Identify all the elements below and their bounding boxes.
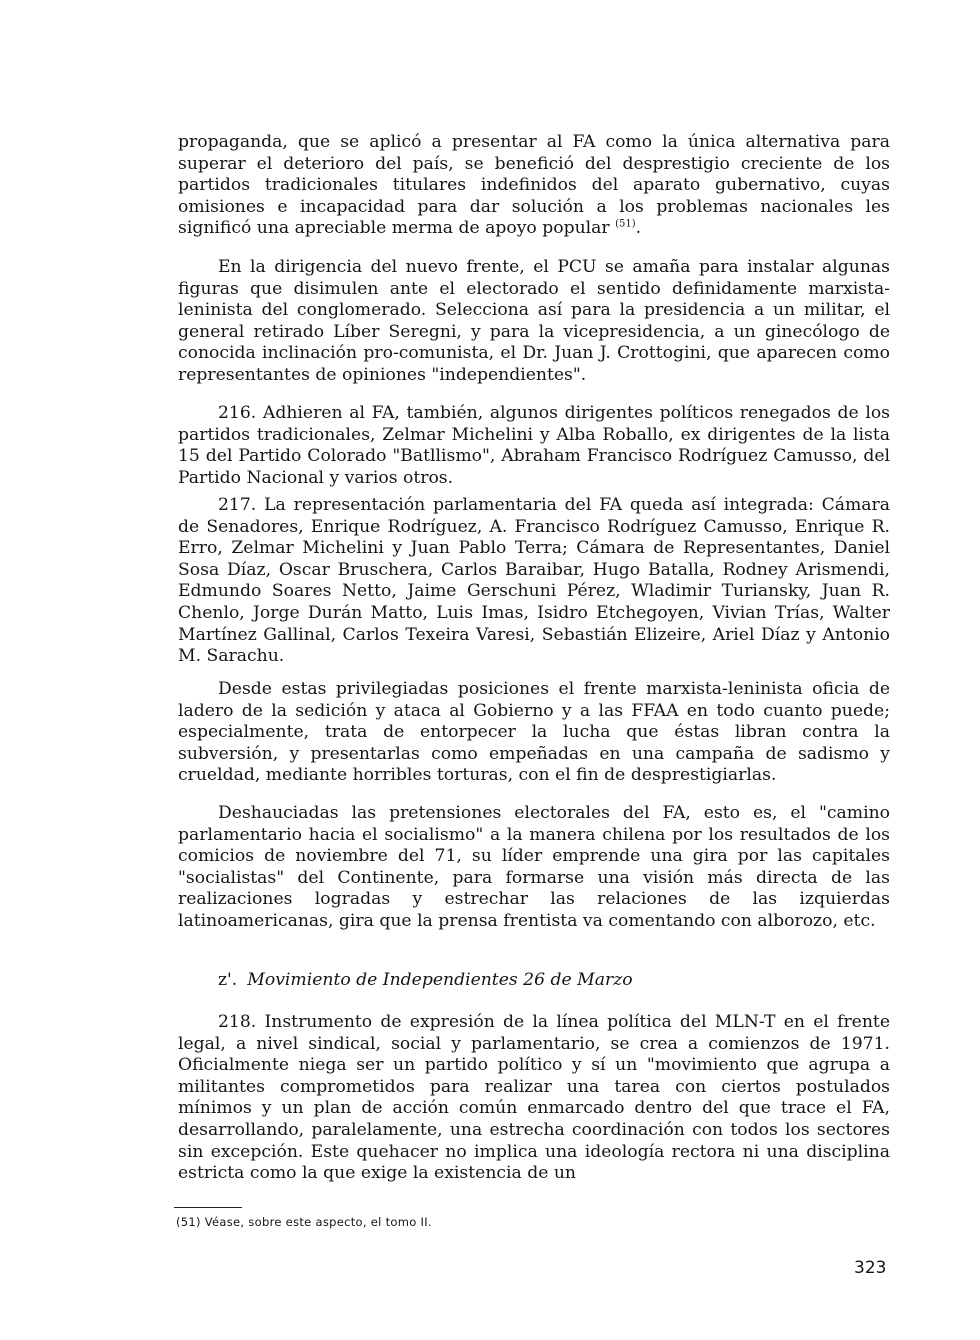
paragraph-text: 216. Adhieren al FA, también, algunos dirigentes políticos renegados de los partidos tradicionales, Zelmar Michelini y Alba Roballo, ex dirigentes de la lista 15 del Partido Colorado "Batllismo", Abraham Francisco Rodríguez Camusso, del Partido Nacional y varios otros. bbox=[178, 403, 890, 488]
section-heading bbox=[218, 970, 633, 990]
paragraph-text: En la dirigencia del nuevo frente, el PCU se amaña para instalar algunas figuras que disimulen ante el electorado el sentido definidamente marxista-leninista del conglomerado. Selecciona así para la presidencia a un militar, el general retirado Líber Seregni, y para la vicepresidencia, a un ginecólogo de conocida inclinación pro-comunista, el Dr. Juan J. Crottogini, que aparecen como representantes de opiniones "independientes". bbox=[178, 257, 890, 385]
paragraph-218 bbox=[178, 1012, 890, 1185]
paragraph-dirigencia bbox=[178, 257, 890, 387]
paragraph-text: Deshauciadas las pretensiones electorales del FA, esto es, el "camino parlamentario hacia el socialismo" a la manera chilena por los resultados de los comicios de noviembre del 71, su líder emprende una gira por las capitales "socialistas" del Continente, para formarse una visión más directa de las realizaciones logradas y estrechar las relaciones de las izquierdas latinoamericanas, gira que la prensa frentista va comentando con alborozo, etc. bbox=[178, 803, 890, 931]
section-letter: z'. bbox=[218, 970, 238, 990]
paragraph-text: Desde estas privilegiadas posiciones el frente marxista-leninista oficia de ladero de la sedición y ataca al Gobierno y a las FFAA en todo cuanto puede; especialmente, trata de entorpecer la lucha que éstas libran contra la subversión, y presentarlas como empeñadas en una campaña de sadismo y crueldad, mediante horribles torturas, con el fin de desprestigiarlas. bbox=[178, 679, 890, 786]
paragraph-217 bbox=[178, 495, 890, 668]
footnote: (51) Véase, sobre este aspecto, el tomo II. bbox=[176, 1215, 432, 1229]
paragraph-deshauciadas bbox=[178, 803, 890, 933]
page-number: 323 bbox=[854, 1258, 887, 1278]
section-title: Movimiento de Independientes 26 de Marzo bbox=[247, 970, 633, 990]
paragraph-text: 218. Instrumento de expresión de la línea política del MLN-T en el frente legal, a nivel sindical, social y parlamentario, se crea a comienzos de 1971. Oficialmente niega ser un partido político y sí un "movimiento que agrupa a militantes comprometidos para realizar una tarea con ciertos postulados mínimos y un plan de acción común enmarcado dentro del que trace el FA, desarrollando, paralelamente, una estrecha coordinación con todos los sectores sin excepción. Este quehacer no implica una ideología rectora ni una disciplina estricta como la que exige la existencia de un bbox=[178, 1012, 890, 1184]
paragraph-privilegiadas bbox=[178, 679, 890, 787]
paragraph-216 bbox=[178, 403, 890, 489]
paragraph-tail: . bbox=[635, 218, 642, 239]
paragraph-text: propaganda, que se aplicó a presentar al FA como la única alternativa para superar el deterioro del país, se benefició del desprestigio creciente de los partidos tradicionales titulares indefinidos del aparato gubernativo, cuyas omisiones e incapacidad para dar solución a los problemas nacionales les significó una apreciable merma de apoyo popular bbox=[178, 132, 890, 239]
footnote-divider bbox=[174, 1207, 242, 1208]
paragraph-propaganda bbox=[178, 132, 890, 240]
paragraph-text: 217. La representación parlamentaria del FA queda así integrada: Cámara de Senadores, Enrique Rodríguez, A. Francisco Rodríguez Camusso, Enrique R. Erro, Zelmar Michelini y Juan Pablo Terra; Cámara de Representantes, Daniel Sosa Díaz, Oscar Bruschera, Carlos Baraibar, Hugo Batalla, Rodney Arismendi, Edmundo Soares Netto, Jaime Gerschuni Pérez, Wladimir Turiansky, Juan R. Chenlo, Jorge Durán Matto, Luis Imas, Isidro Etchegoyen, Vivian Trías, Walter Martínez Gallinal, Carlos Texeira Varesi, Sebastián Elizeire, Ariel Díaz y Antonio M. Sarachu. bbox=[178, 495, 890, 667]
footnote-reference[interactable]: (51) bbox=[615, 218, 636, 230]
